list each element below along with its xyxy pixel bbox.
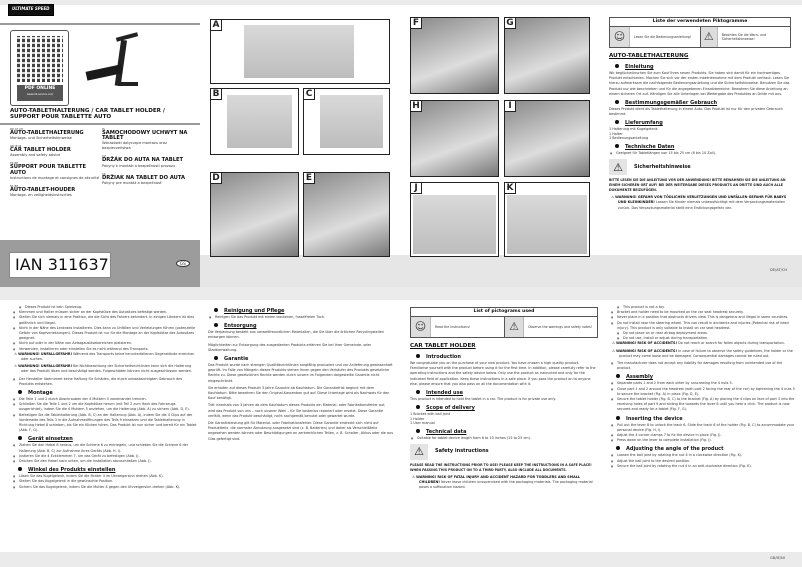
- step-item: ■ Sichern Sie das Kugelgelenk, indem Sie die Mutter 4 gegen den Uhrzeigersinn drehen (Abb. K).: [12, 485, 197, 490]
- warranty-text: Die Garantieleistung gilt für Material- oder Fabrikationsfehler. Diese Garantie erstreckt sich nicht auf Produktteile, die normaler Abnutzung ausgesetzt sind (z. B. Batterien) und daher als Verschleißteile angesehen werden können oder Beschädigungen an zerbrechlichen Teilen, z. B. Schalter, Akkus oder die aus Glas gefertigt sind.: [208, 421, 393, 441]
- heading-text: Assembly: [626, 374, 653, 381]
- heading-care: [208, 307, 393, 315]
- step-item: ■ Separate parts 1 and 2 from each other by unscrewing the 4 nuts 5.: [610, 381, 795, 386]
- heading-text: Technische Daten: [625, 143, 675, 150]
- introduction-text: Wir beglückwünschen Sie zum Kauf Ihres neuen Produkts. Sie haben sich damit für ein hochwertiges Produkt entschieden. Machen Sie sich vor der ersten Inbetriebnahme mit dem Produkt vertraut. Lesen Sie hierzu aufmerksam die nachfolgende Bedienungsanleitung und die Sicherheitshinweise. Benutzen Sie das Produkt nur wie beschrieben und für die angegebenen Einsatzbereiche. Bewahren Sie diese Anleitung an einem sicheren Ort auf. Händigen Sie alle Unterlagen bei Weitergabe des Produktes an Dritte mit aus.: [609, 71, 790, 96]
- warranty-text: Das Produkt wurde nach strengen Qualitätsrichtlinien sorgfältig produziert und vor Anlieferung gewissenhaft geprüft. Im Falle von Mängeln dieses Produkts stehen Ihnen gegen den Verkäufer des Produkts gesetzliche Rechte zu. Diese gesetzlichen Rechte werden durch unsere im Folgenden dargestellte Garantie nicht eingeschränkt.: [208, 363, 393, 383]
- safety-item: ■ Stellen Sie sich niemals in eine Position, die die Sicht des Fahrers behindert. In einigen Ländern ist dies gefährlich und illegal.: [12, 315, 197, 325]
- step-item: ■ Pull out the lever 8 to unlock the track 6. Slide the track 6 of the holder (Fig. B, C) to accommodate your personal device (Fig. H, I).: [610, 423, 795, 433]
- heading-text: Sicherheitshinweise: [634, 163, 691, 170]
- figure-i: [504, 100, 590, 177]
- disposal-text: Möglichkeiten zur Entsorgung des ausgedienten Produkts erfahren Sie bei Ihrer Gemeinde- oder Stadtverwaltung.: [208, 342, 372, 352]
- bullet-icon: [615, 64, 619, 68]
- pictogram-read-label: Lesen Sie die Bedienungsanleitung!: [634, 34, 692, 39]
- warning-triangle-icon: ⚠: [410, 444, 428, 460]
- step-item: ■ Lösen Sie das Kugelgelenk, indem Sie die Mutter 4 im Uhrzeigersinn drehen (Abb. K).: [12, 474, 197, 479]
- language-list-left: [10, 127, 100, 198]
- heading-intended-use: [410, 389, 598, 397]
- tech-item: ■ Suitable for tablet device length from 6 to 10 inches (15 to 25 cm).: [410, 436, 598, 441]
- heading-text: Montage: [28, 390, 53, 397]
- figure-d: [210, 172, 299, 257]
- language-heading: AUTO-TABLETHALTERUNG: [10, 130, 84, 136]
- figure-e: [303, 172, 390, 257]
- figure-label: A: [211, 20, 222, 31]
- step-item: ■ Schließen Sie die Teile 1 und 2 um die Kopfstütze herum (mit Teil 2 zum Heck des Fahrzeugs ausgerichtet), indem Sie die 4 Muttern 5 anziehen, um die Halterung (Abb. A) zu sichern (Abb. D, E).: [12, 402, 197, 412]
- language-codes: SK: [102, 171, 106, 176]
- bullet-icon: [615, 120, 619, 124]
- language-heading: DRŽIAK NA TABLET DO AUTA: [102, 174, 186, 181]
- figure-image: [505, 101, 589, 176]
- language-heading: SAMOCHODOWY UCHWYT NA TABLET: [102, 130, 188, 142]
- language-entry: [10, 161, 100, 180]
- step-item: ■ Secure the ball joint by rotating the nut 4 in an anti-clockwise direction (Fig. K).: [610, 464, 795, 469]
- figure-image: [320, 95, 383, 148]
- figure-label: J: [411, 183, 422, 194]
- warning-text: Lassen Sie Kinder niemals unbeaufsichtigt mit dem Verpackungsmaterialien zurück. Das Verpackungsmaterial stellt eine Erstickungsgefahr dar.: [618, 200, 786, 210]
- bullet-icon: [214, 323, 218, 327]
- scope-item: 1 Halterung mit Kugelgelenk: [609, 127, 658, 132]
- step-item: ■ Loosen the ball joint by rotating the nut 4 in a clockwise direction (Fig. K).: [610, 453, 795, 458]
- figure-image: [227, 95, 292, 148]
- safety-item: ■ Do not place on or near airbag deployment areas.: [616, 331, 795, 336]
- step-item: ■ Drücken Sie den Hebel nach unten, um die Installation abzuschließen (Abb. J).: [12, 459, 197, 464]
- safety-caps-text: BITTE LESEN SIE DIE ANLEITUNG VOR DER ANWENDUNG! BITTE BEWAHREN SIE DIE ANLEITUNG AN EINEM SICHEREN ORT AUF! BEI DER WEITERGABE DIESES PRODUKTS AN DRITTE SIND AUCH ALLE DOKUMENTE BEIZUFÜGEN.: [609, 178, 786, 193]
- bullet-icon: [416, 390, 420, 394]
- heading-intended-use: [609, 99, 791, 107]
- safety-item: ■ Nicht auf oder in der Nähe von Airbagauslösebereichen platzieren.: [12, 341, 197, 346]
- language-entry: [10, 184, 100, 198]
- scope-item: 1 Holder: [410, 416, 425, 421]
- warning-label: WARNING! RISK OF ACCIDENTS!: [616, 348, 678, 353]
- figure-f: [410, 17, 499, 94]
- heading-text: Garantie: [224, 356, 249, 363]
- heading-text: Gerät einsetzen: [28, 436, 73, 443]
- warning-paragraph: ⚠ WARNUNG! GEFAHR VON TÖDLICHEN VERLETZUNGEN UND UNFÄLLEN GEFAHR FÜR BABYS UND KLEINKINDER! Lassen Sie Kinder niemals unbeaufsichtigt mit dem Verpackungsmaterialien zurück. Das Verpackungsmaterial stellt eine Erstickungsgefahr dar.: [611, 195, 787, 210]
- warning-text: Während des Transports keine herunterfallenen Gegenstände erreichen oder suchen.: [21, 351, 195, 362]
- cover-title-line1: AUTO-TABLETHALTERUNG / CAR TABLET HOLDER /: [10, 108, 165, 114]
- safety-item: ■ Nicht in der Nähe des Lenkrads installieren. Dies kann zu Unfällen und Verletzungen führen (potenzielle Gefahr von Kopfverletzungen). Dieses Produkt ist nur für die Montage an der Kopfstütze des Autositzes geeignet.: [12, 326, 197, 342]
- read-manual-icon: ☺: [411, 317, 431, 337]
- figure-k: [504, 182, 590, 257]
- bullet-icon: [416, 405, 420, 409]
- pictogram-warn-label: Beachten Sie die Warn- und Sicherheitshinweise!: [721, 32, 766, 41]
- en-column-safety: [610, 305, 795, 469]
- warning-triangle-icon: ⚠: [504, 317, 524, 337]
- figure-label: B: [211, 89, 222, 100]
- language-heading: AUTO-TABLET-HOUDER: [10, 186, 76, 193]
- heading-scope: [609, 119, 791, 127]
- bullet-icon: [214, 356, 218, 360]
- figure-h: [410, 100, 499, 177]
- pictogram-read-label: Read the instructions!: [435, 324, 471, 329]
- warning-label: WARNUNG! GEFAHR VON TÖDLICHEN VERLETZUNGEN UND UNFÄLLEN GEFAHR FÜR BABYS UND KLEINKINDER!: [615, 195, 787, 205]
- language-subtitle: Pokyny k montáži a bezpečnosti provozu: [102, 163, 176, 168]
- language-codes: DE AT CH: [10, 127, 24, 131]
- figure-image: [211, 173, 298, 256]
- pictogram-table-title: Liste der verwendeten Piktogramme: [610, 18, 790, 27]
- heading-text: Technical data: [426, 428, 467, 435]
- heading-introduction: [609, 63, 791, 71]
- introduction-text: We congratulate you on the purchase of your new product. You have chosen a high quality product. Familiarise yourself with the product before using it for the first time. In addition, please carefully refer to the operating instructions and the safety advice below. Only use the product as instructed and only for the indicated field of application. Keep these instructions in a safe place. If you pass the product on to anyone else, please ensure that you also pass on all the documentation with it.: [410, 361, 596, 386]
- heading-text: Introduction: [426, 354, 461, 360]
- language-subtitle: Wskazówki dotyczące montażu oraz bezpieczeństwa: [102, 141, 167, 151]
- step-item: ■ Befestigen Sie die Tablethalterung (Abb. B, C) an der Halterung (Abb. A), indem Sie die 4 Clips auf der Vorderseite des Teils 3 in die Aufnahmeöffnungen des Teils 9 einsetzen und die Tablethalterung in Richtung Hebel 8 schieben, bis Sie ein Klicken hören. Das Produkt ist nun sicher und bereit für ein Tablet (Abb. F, G).: [12, 413, 197, 434]
- intended-use-text: This product is intended to hold the tablet in a car. The product is for private use only.: [410, 397, 556, 402]
- step-item: ■ Close part 1 and 2 around the headrest (with part 2 facing the rear of the car) by tightening the 4 nuts 5 to secure the bracket (Fig. A) in place (Fig. D, E).: [610, 387, 795, 397]
- figure-image: [411, 18, 498, 93]
- language-subtitle: Pokyny pre montáž a bezpečnosť: [102, 180, 162, 185]
- figure-label: I: [505, 101, 516, 112]
- page-footer-code: DE/AT/CH: [770, 268, 788, 272]
- care-item: ■ Reinigen Sie das Produkt mit einem trockenen, fusselfreien Tuch.: [208, 315, 393, 320]
- ian-number: IAN 311637: [9, 252, 111, 278]
- language-heading: CAR TABLET HOLDER: [10, 147, 71, 154]
- safety-item: ■ Do not use, install or adjust during transportation.: [616, 336, 795, 341]
- heading-text: Einleitung: [625, 64, 654, 70]
- language-entry: [102, 127, 196, 151]
- safety-item: ■ Verwenden, installieren oder einstellen Sie es nicht während des Transports.: [12, 347, 197, 352]
- figure-b: [210, 88, 299, 155]
- language-heading: DRŽÁK DO AUTA NA TABLET: [102, 157, 184, 164]
- figure-image: [304, 173, 389, 256]
- warning-text: Do not reach or search for fallen objects during transportation.: [678, 341, 785, 346]
- safety-item: ■ The manufacturer does not accept any liability for damages resulting from unintended use of the product.: [610, 361, 795, 371]
- warning-triangle-icon: ⚠: [700, 27, 718, 47]
- figure-image: [507, 195, 587, 254]
- de-column-care: [208, 305, 393, 444]
- warning-label: WARNING! RISK OF FATAL INJURY AND ACCIDENT HAZARD FOR TODDLERS AND SMALL CHILDREN!: [416, 474, 581, 485]
- figure-c: [303, 88, 390, 155]
- heading-text: Adjusting the angle of the product: [626, 446, 724, 453]
- pdf-url: www.lidl-service.com: [26, 93, 54, 96]
- bullet-icon: [615, 144, 619, 148]
- language-entry: [102, 154, 196, 168]
- warning-text: Never leave children unsupervised with the packaging materials. The packaging material poses a suffocation hazard.: [419, 480, 593, 490]
- pdf-online-badge: [17, 85, 63, 101]
- de-column-intro: [609, 17, 791, 213]
- heading-text: Lieferumfang: [625, 120, 663, 127]
- intended-use-text: Dieses Produkt dient als Tablethalterung in einem Auto. Das Produkt ist nur für den privaten Gebrauch bestimmt.: [609, 107, 783, 117]
- language-codes: FR BE: [10, 161, 19, 166]
- pdf-online-label: PDF ONLINE: [24, 86, 56, 91]
- bullet-icon: [18, 467, 22, 471]
- heading-scope: [410, 404, 598, 412]
- section-title: CAR TABLET HOLDER: [410, 343, 476, 349]
- language-subtitle: Assembly and safety advice: [10, 153, 61, 158]
- language-entry: [10, 144, 100, 158]
- pictogram-table-title: List of pictograms used: [411, 308, 597, 317]
- heading-safety: [609, 159, 791, 175]
- heading-disposal: [208, 322, 393, 330]
- step-item: ■ Adjust the 4 corner clamps 7 to fix the device in place (Fig. J).: [610, 433, 795, 438]
- heading-text: Safety instructions: [435, 448, 489, 455]
- en-column-intro: [410, 307, 598, 493]
- brand-logo: ULTIMATE SPEED: [8, 4, 54, 16]
- scope-item: 1 Halter: [609, 131, 623, 136]
- section-title: AUTO-TABLETHALTERUNG: [609, 53, 689, 59]
- step-item: ■ Adjust the ball joint to the desired position.: [610, 459, 795, 464]
- safety-item: ■ Der Hersteller übernimmt keine Haftung für Schäden, die durch unbeabsichtigten Gebrauch des Produkts entstehen.: [12, 377, 197, 387]
- safety-item: ■ Dieses Produkt ist kein Spielzeug.: [18, 305, 197, 310]
- warning-label: WARNING! RISK OF ACCIDENTS!: [616, 341, 678, 346]
- country-code-badge: GS: [176, 260, 190, 267]
- step-item: ■ Press down on the lever to complete installation (Fig. J).: [610, 438, 795, 443]
- bullet-icon: [616, 446, 620, 450]
- qr-code: [17, 36, 63, 82]
- language-subtitle: Montage- en veiligheidsinstructies: [10, 193, 72, 198]
- pictogram-table: [410, 307, 598, 338]
- scope-item: 1 Bracket with ball joint: [410, 412, 451, 417]
- heading-text: Scope of delivery: [426, 405, 475, 412]
- language-codes: PL: [102, 127, 106, 131]
- safety-item: ■ Bracket and holder need to be mounted on the car seat headrest securely.: [610, 310, 795, 315]
- heading-text: Entsorgung: [224, 323, 257, 330]
- safety-item: ■ Never place in a position that obstructs drivers view. This is dangerous and illegal in some countries.: [610, 315, 795, 320]
- page-footer-code: GB/IE/NI: [770, 556, 785, 560]
- product-image: [84, 32, 146, 92]
- divider: [0, 123, 200, 125]
- bullet-icon: [18, 390, 22, 394]
- heading-insert: [610, 415, 795, 423]
- language-subtitle: Montage- und Sicherheitshinweise: [10, 136, 72, 141]
- cover-title-line2: SUPPORT POUR TABLETTE AUTO: [10, 114, 112, 120]
- language-heading: SUPPORT POUR TABLETTE AUTO: [10, 164, 86, 176]
- safety-caps-text: PLEASE READ THE INSTRUCTIONS PRIOR TO USE! PLEASE KEEP THE INSTRUCTIONS IN A SAFE PLACE! WHEN PASSING THIS PRODUCT ON TO A THIRD PARTY, ALSO INCLUDE ALL DOCUMENTS.: [410, 462, 592, 472]
- warranty-text: Tritt innerhalb von 3 Jahren ab dem Kaufdatum dieses Produkts ein Material- oder Fabrikationsfehler auf, wird das Produkt von uns – nach unserer Wahl – für Sie kostenlos repariert oder ersetzt. Diese Garantie verfällt, wenn das Produkt beschädigt, nicht sachgemäß benutzt oder gewartet wurde.: [208, 403, 386, 418]
- figure-label: H: [411, 101, 422, 112]
- step-item: ■ Justieren Sie die 4 Eckklemmen 7, um das Gerät zu befestigen (Abb. J).: [12, 454, 197, 459]
- qr-code-box[interactable]: [10, 30, 69, 106]
- heading-assembly: [12, 389, 197, 397]
- safety-item: ■ Do not install near the steering wheel. This can result in accidents and injuries (Potential risk of head injury). This product is only suitable to install on car seat headrest.: [610, 321, 795, 331]
- warranty-text: Sie erhalten auf dieses Produkt 3 Jahre Garantie ab Kaufdatum. Die Garantiefrist beginnt mit dem Kaufdatum. Bitte bewahren Sie den Original-Kassenbon gut auf. Diese Unterlage wird als Nachweis für den Kauf benötigt.: [208, 385, 390, 401]
- heading-text: Bestimmungsgemäßer Gebrauch: [625, 100, 718, 107]
- figure-g: [504, 17, 590, 94]
- heading-angle: [12, 466, 197, 474]
- warning-paragraph: ⚠ WARNING! RISK OF ACCIDENTS! Do not reach or search for fallen objects during transportation.: [612, 341, 785, 346]
- language-codes: CZ: [102, 154, 106, 159]
- warning-text: Bei Nichtbeachtung der Sicherheitsrichtlinien kann sich die Halterung oder das Produkt lösen und beschädigt werden. Folgeschäden können nicht ausgeschlossen werden.: [21, 364, 192, 374]
- heading-introduction: [410, 353, 598, 361]
- language-list-right: [102, 127, 196, 186]
- pictogram-warn-label: Observe the warnings and safety notes!: [528, 324, 592, 329]
- figure-label: K: [505, 183, 516, 194]
- warning-label: WARNUNG! UNFALLGEFAHR!: [18, 364, 72, 369]
- figure-j: [410, 182, 499, 257]
- figure-label: C: [304, 89, 315, 100]
- heading-assembly: [610, 373, 795, 381]
- figure-label: D: [211, 173, 222, 184]
- cover-title: [10, 108, 200, 120]
- scope-item: 1 User manual: [410, 421, 435, 426]
- figure-image: [413, 195, 496, 254]
- bullet-icon: [214, 308, 218, 312]
- divider: [0, 23, 200, 25]
- step-item: ■ Ziehen Sie den Hebel 8 heraus, um die Schiene 6 zu entriegeln, und schieben Sie die Schiene 6 der Halterung (Abb. B, C) zur Aufnahme Ihres Geräts (Abb. H, I).: [12, 443, 197, 453]
- heading-text: Intended use: [426, 390, 463, 397]
- warning-text: In case of failure to observe the safety guidelines, the holder or the product may come loose and be damaged. Consequential damages cannot be ruled out.: [619, 348, 793, 358]
- language-subtitle: Instructions de montage et consignes de sécurité: [10, 175, 100, 180]
- warning-paragraph: ⚠ WARNING! RISK OF ACCIDENTS! In case of failure to observe the safety guidelines, the holder or the product may come loose and be damaged. Consequential damages cannot be ruled out.: [612, 348, 793, 358]
- de-column-safety: [12, 305, 197, 490]
- language-entry: [102, 172, 196, 186]
- safety-item: ■ This product is not a toy.: [616, 305, 795, 310]
- figure-image: [244, 25, 354, 78]
- read-manual-icon: ☺: [610, 27, 630, 47]
- safety-item: ■ Klemmen und Halter müssen sicher an der Kopfstütze des Autositzes befestigt werden.: [12, 310, 197, 315]
- bullet-icon: [616, 374, 620, 378]
- step-item: ■ Die Teile 1 und 2 durch Abschrauben der 4 Muttern 5 voneinander trennen.: [12, 397, 197, 402]
- tech-item: ■ Geeignet für Tabletlängen von 15 bis 25 cm (6 bis 10 Zoll).: [609, 151, 791, 156]
- heading-tech: [410, 428, 598, 436]
- scope-item: 1 Bedienungsanleitung: [609, 136, 649, 141]
- heading-safety: [410, 444, 598, 460]
- heading-tech: [609, 143, 791, 151]
- warning-label: WARNUNG! UNFALLGEFAHR!: [18, 351, 72, 356]
- language-codes: GB IE NI: [10, 144, 22, 149]
- disposal-text: Die Verpackung besteht aus umweltfreundlichen Materialien, die Sie über die örtlichen Recyclingstellen entsorgen können.: [208, 330, 384, 340]
- figure-image: [505, 18, 589, 93]
- figure-label: G: [505, 18, 516, 29]
- bullet-icon: [416, 354, 420, 358]
- warning-paragraph: ⚠ WARNING! RISK OF FATAL INJURY AND ACCIDENT HAZARD FOR TODDLERS AND SMALL CHILDREN! Never leave children unsupervised with the packaging materials. The packaging material poses a suffocation hazard.: [412, 474, 593, 490]
- warning-paragraph: ⚠ WARNUNG! UNFALLGEFAHR! Bei Nichtbeachtung der Sicherheitsrichtlinien kann sich die Halterung oder das Produkt lösen und beschädigt werden. Folgeschäden können nicht ausgeschlossen werden.: [14, 364, 192, 374]
- figure-image: [411, 101, 498, 176]
- bullet-icon: [615, 100, 619, 104]
- step-item: ■ Stellen Sie das Kugelgelenk in die gewünschte Position.: [12, 479, 197, 484]
- heading-warranty: [208, 355, 393, 363]
- heading-text: Inserting the device: [626, 415, 683, 422]
- heading-angle: [610, 445, 795, 453]
- heading-text: Reinigung und Pflege: [224, 308, 285, 314]
- warning-triangle-icon: ⚠: [609, 159, 627, 175]
- heading-text: Winkel des Produkts einstellen: [28, 467, 116, 474]
- language-codes: NL BE: [10, 183, 19, 188]
- figure-a: [210, 19, 390, 84]
- figure-label: F: [411, 18, 422, 29]
- pictogram-table: [609, 17, 791, 48]
- bullet-icon: [616, 416, 620, 420]
- warning-paragraph: ⚠ WARNUNG! UNFALLGEFAHR! Während des Transports keine herunterfallenen Gegenstände erreichen oder suchen.: [14, 351, 195, 362]
- figure-label: E: [304, 173, 315, 184]
- bullet-icon: [18, 436, 22, 440]
- step-item: ■ Secure the tablet holder (Fig. B, C) to the bracket (Fig. A) by placing the 4 clips on face of part 3 into the receiving holes of part 9 and sliding the towards the lever 8 until you hear a click. The product is now secured and ready for a tablet (Fig. F, G).: [610, 397, 795, 413]
- bullet-icon: [416, 429, 420, 433]
- heading-insert: [12, 435, 197, 443]
- language-entry: [10, 127, 100, 141]
